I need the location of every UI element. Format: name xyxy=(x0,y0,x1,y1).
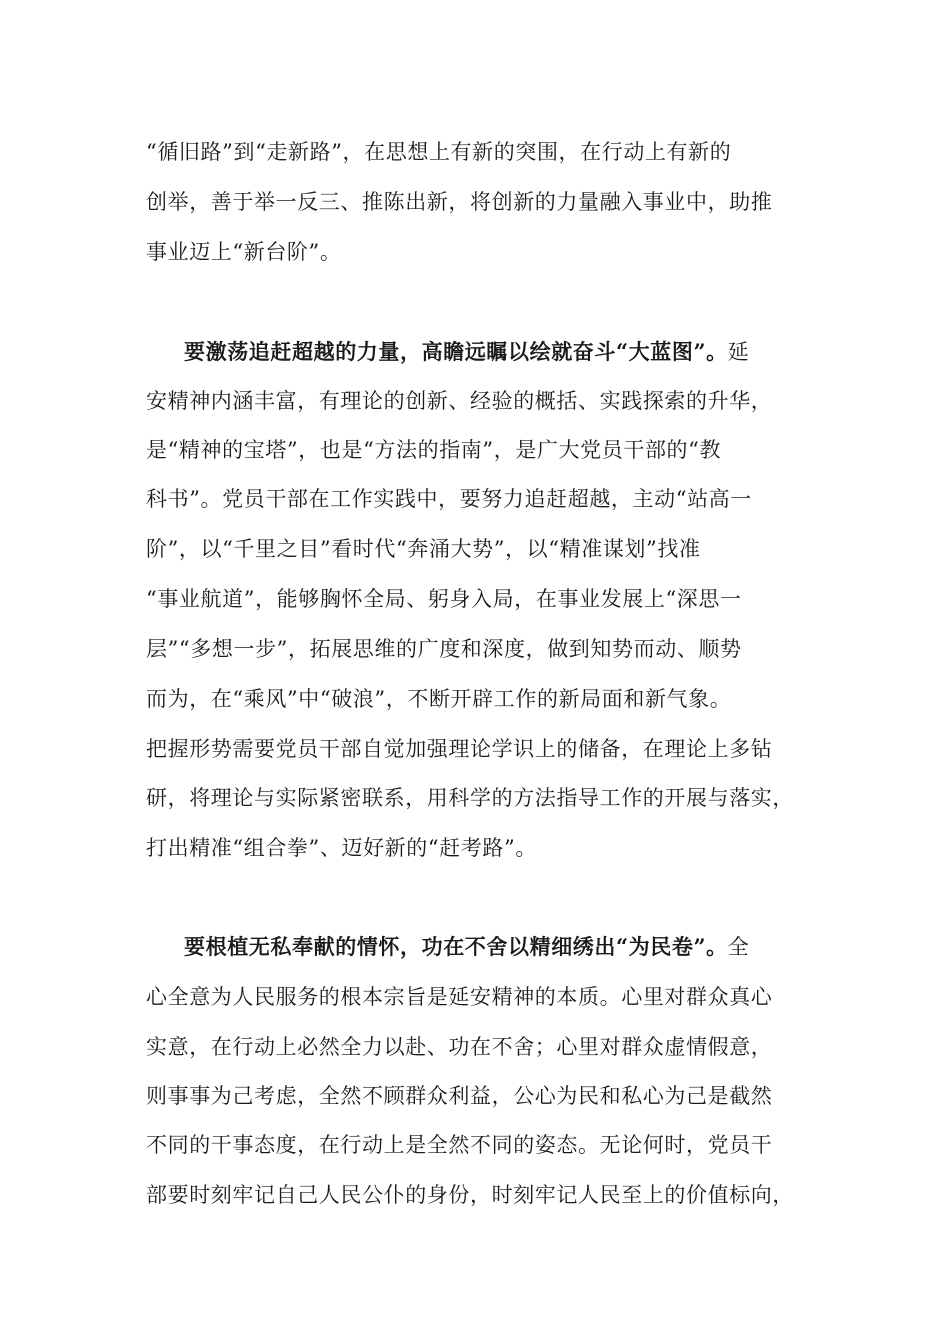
paragraph-2-line-5: 阶”，以“千里之目”看时代“奔涌大势”，以“精准谋划”找准 xyxy=(146,537,701,561)
paragraph-2-heading: 要激荡追赶超越的力量，高瞻远瞩以绘就奋斗“大蓝图”。 xyxy=(184,339,728,364)
paragraph-2-first-line xyxy=(184,337,836,367)
paragraph-2-first-line-rest: 延 xyxy=(727,340,750,364)
paragraph-1-line-3: 事业迈上“新台阶”。 xyxy=(146,240,342,264)
paragraph-2-line-8: 而为，在“乘风”中“破浪”，不断开辟工作的新局面和新气象。 xyxy=(146,687,732,711)
paragraph-2-line-9: 把握形势需要党员干部自觉加强理论学识上的储备，在理论上多钻 xyxy=(146,737,773,761)
paragraph-3-line-4: 则事事为己考虑，全然不顾群众利益，公心为民和私心为己是截然 xyxy=(146,1084,773,1108)
paragraph-1-line-2: 创举，善于举一反三、推陈出新，将创新的力量融入事业中，助推 xyxy=(146,190,773,214)
paragraph-3-line-3: 实意，在行动上必然全力以赴、功在不舍；心里对群众虚情假意， xyxy=(146,1035,773,1059)
paragraph-3-line-2: 心全意为人民服务的根本宗旨是延安精神的本质。心里对群众真心 xyxy=(146,985,773,1009)
paragraph-2-line-6: “事业航道”，能够胸怀全局、躬身入局，在事业发展上“深思一 xyxy=(146,587,742,611)
paragraph-2-line-3: 是“精神的宝塔”，也是“方法的指南”，是广大党员干部的“教 xyxy=(146,438,722,462)
paragraph-3-first-line-rest: 全 xyxy=(727,935,750,959)
paragraph-3-line-6: 部要时刻牢记自己人民公仆的身份，时刻牢记人民至上的价值标向， xyxy=(146,1183,794,1207)
paragraph-2-line-11: 打出精准“组合拳”、迈好新的“赶考路”。 xyxy=(146,836,537,860)
paragraph-2-line-2: 安精神内涵丰富，有理论的创新、经验的概括、实践探索的升华， xyxy=(146,389,773,413)
paragraph-3-heading: 要根植无私奉献的情怀，功在不舍以精细绣出“为民卷”。 xyxy=(184,934,728,959)
paragraph-3-line-5: 不同的干事态度，在行动上是全然不同的姿态。无论何时，党员干 xyxy=(146,1133,773,1157)
paragraph-2-line-7: 层”“多想一步”，拓展思维的广度和深度，做到知势而动、顺势 xyxy=(146,637,742,661)
paragraph-2-line-4: 科书”。党员干部在工作实践中，要努力追赶超越，主动“站高一 xyxy=(146,487,752,511)
paragraph-1-line-1: “循旧路”到“走新路”，在思想上有新的突围，在行动上有新的 xyxy=(146,140,732,164)
paragraph-3-first-line xyxy=(184,932,836,962)
paragraph-2-line-10: 研，将理论与实际紧密联系，用科学的方法指导工作的开展与落实， xyxy=(146,786,794,810)
